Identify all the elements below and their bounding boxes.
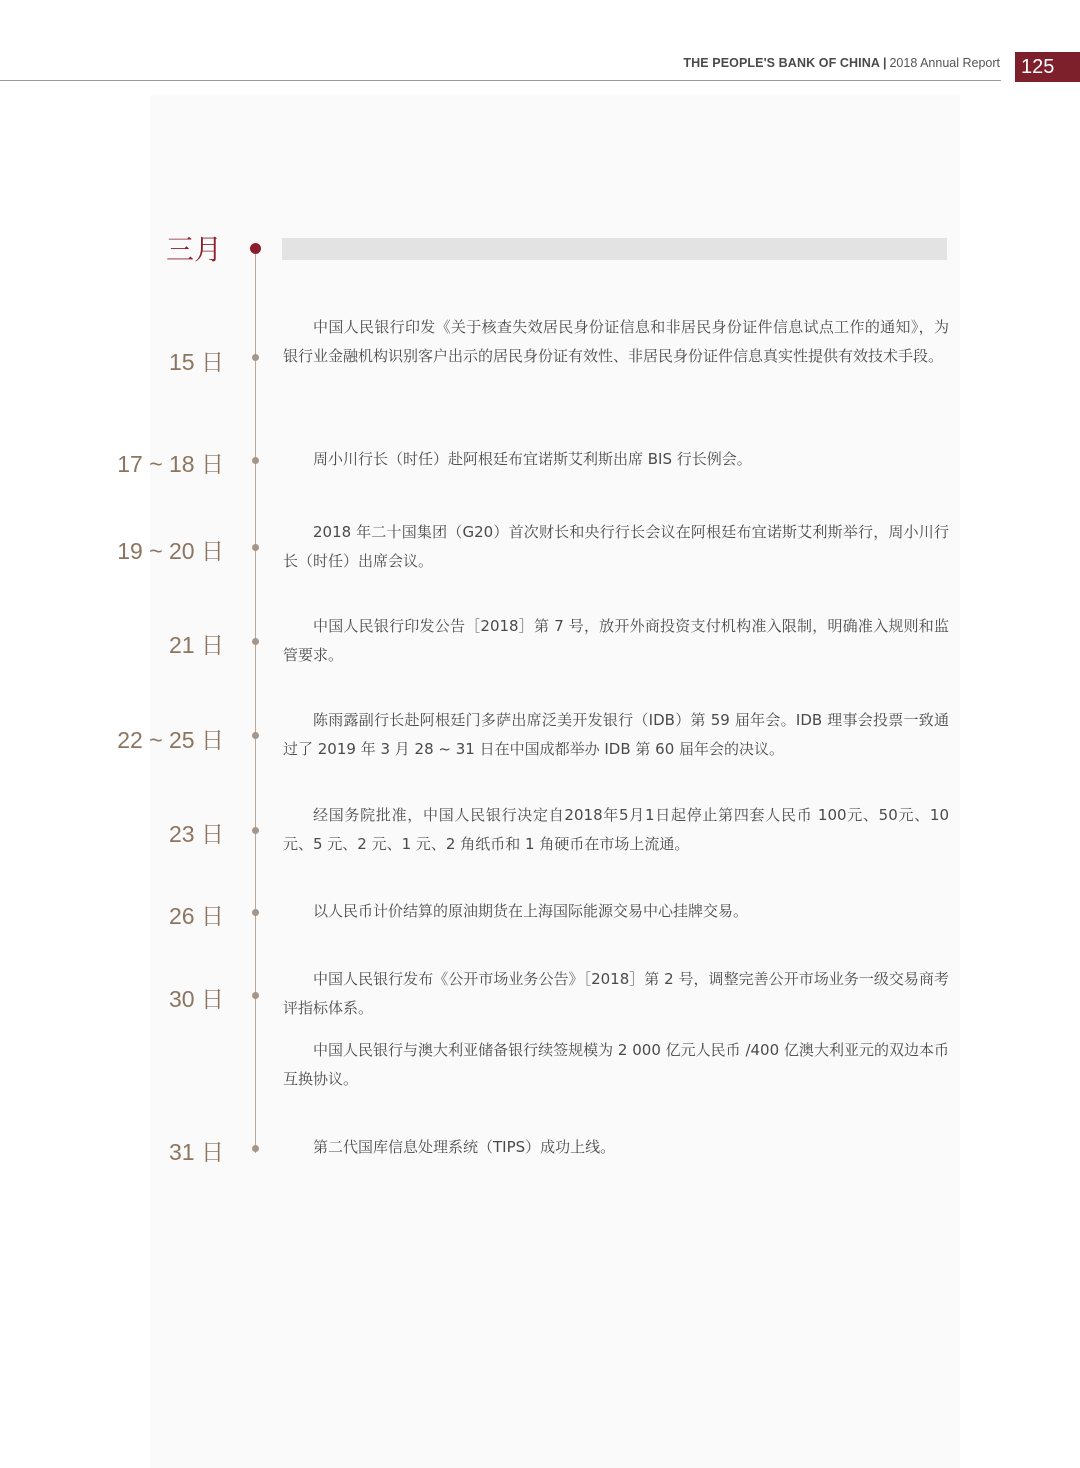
month-title: 三月 [166,233,223,266]
timeline-tick-icon [252,1145,259,1152]
event-date: 26 日 [169,903,224,929]
timeline-tick-icon [252,992,259,999]
event-text: 2018 年二十国集团（G20）首次财长和央行行长会议在阿根廷布宜诺斯艾利斯举行，周小川行长（时任）出席会议。 [283,523,949,570]
timeline-line [255,248,256,1153]
event-text: 中国人民银行印发《关于核查失效居民身份证信息和非居民身份证件信息试点工作的通知》，为银行业金融机构识别客户出示的居民身份证有效性、非居民身份证件信息真实性提供有效技术手段。 [283,318,949,365]
header-rule [0,80,1001,81]
header-report-title: 2018 Annual Report [889,56,1000,70]
timeline-tick-icon [252,638,259,645]
event-date: 15 日 [169,349,224,375]
header-brand: THE PEOPLE'S BANK OF CHINA [683,56,880,70]
event-text: 中国人民银行印发公告［2018］第 7 号，放开外商投资支付机构准入限制，明确准入规则和监管要求。 [283,617,949,664]
event-text: 经国务院批准，中国人民银行决定自2018年5月1日起停止第四套人民币 100元、50元、10 元、5 元、2 元、1 元、2 角纸币和 1 角硬币在市场上流通。 [283,806,949,853]
event-text: 以人民币计价结算的原油期货在上海国际能源交易中心挂牌交易。 [313,902,749,920]
page-background [150,95,960,1468]
event-text: 周小川行长（时任）赴阿根廷布宜诺斯艾利斯出席 BIS 行长例会。 [313,450,752,468]
timeline-tick-icon [252,544,259,551]
running-header [683,56,1000,70]
event-text: 中国人民银行与澳大利亚储备银行续签规模为 2 000 亿元人民币 /400 亿澳大利亚元的双边本币互换协议。 [283,1041,949,1088]
timeline-tick-icon [252,354,259,361]
event-date: 17 ~ 18 日 [117,451,224,477]
event-date: 21 日 [169,632,224,658]
event-date: 30 日 [169,986,224,1012]
event-date: 22 ~ 25 日 [117,727,224,753]
timeline-tick-icon [252,457,259,464]
page-number: 125 [1015,52,1080,82]
event-text: 陈雨露副行长赴阿根廷门多萨出席泛美开发银行（IDB）第 59 届年会。IDB 理事会投票一致通过了 2019 年 3 月 28 ~ 31 日在中国成都举办 IDB 第 60 届年会的决议。 [283,711,949,758]
event-date: 23 日 [169,821,224,847]
event-date: 31 日 [169,1139,224,1165]
event-text: 中国人民银行发布《公开市场业务公告》［2018］第 2 号，调整完善公开市场业务一级交易商考评指标体系。 [283,970,949,1017]
timeline-tick-icon [252,827,259,834]
timeline-tick-icon [252,732,259,739]
header-separator: | [882,56,887,70]
timeline-tick-icon [252,909,259,916]
month-dot-icon [250,243,261,254]
month-header-bar [282,238,947,260]
event-text: 第二代国库信息处理系统（TIPS）成功上线。 [313,1138,616,1156]
event-date: 19 ~ 20 日 [117,538,224,564]
